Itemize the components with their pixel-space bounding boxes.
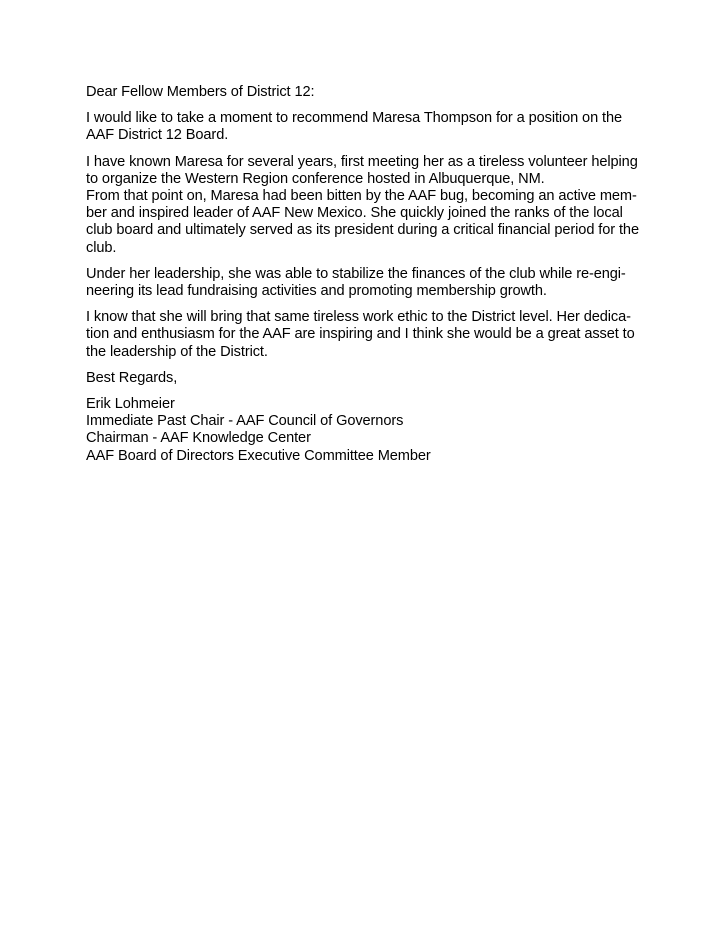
letter-page [86,84,646,474]
signature-block [86,396,646,465]
paragraph-line: the leadership of the District. [86,343,268,360]
salutation [86,84,646,101]
paragraph-leadership [86,266,646,300]
closing-text: Best Regards, [86,369,178,386]
paragraph-recommendation [86,110,646,144]
paragraph-background [86,154,646,257]
paragraph-line: I have known Maresa for several years, first meeting her as a tireless volunteer helping [86,153,638,170]
signature-name: Erik Lohmeier [86,396,175,413]
signature-title: Immediate Past Chair - AAF Council of Governors [86,413,404,430]
paragraph-line: to organize the Western Region conference hosted in Albuquerque, NM. [86,170,545,187]
paragraph-line: tion and enthusiasm for the AAF are inspiring and I think she would be a great asset to [86,326,635,343]
paragraph-line: neering its lead fundraising activities and promoting membership growth. [86,283,547,300]
signature-title: AAF Board of Directors Executive Committee Member [86,447,431,464]
paragraph-line: From that point on, Maresa had been bitten by the AAF bug, becoming an active mem- [86,188,637,205]
paragraph-line: club board and ultimately served as its president during a critical financial period for the [86,222,639,239]
paragraph-line: I know that she will bring that same tireless work ethic to the District level. Her dedica- [86,309,631,326]
paragraph-line: Under her leadership, she was able to stabilize the finances of the club while re-engi- [86,265,626,282]
paragraph-line: ber and inspired leader of AAF New Mexico. She quickly joined the ranks of the local [86,205,623,222]
paragraph-line: club. [86,239,117,256]
paragraph-line: I would like to take a moment to recommend Maresa Thompson for a position on the [86,110,623,127]
signature-title: Chairman - AAF Knowledge Center [86,430,311,447]
closing [86,370,646,387]
salutation-text: Dear Fellow Members of District 12: [86,84,315,100]
paragraph-line: AAF District 12 Board. [86,127,229,144]
paragraph-endorsement [86,309,646,361]
